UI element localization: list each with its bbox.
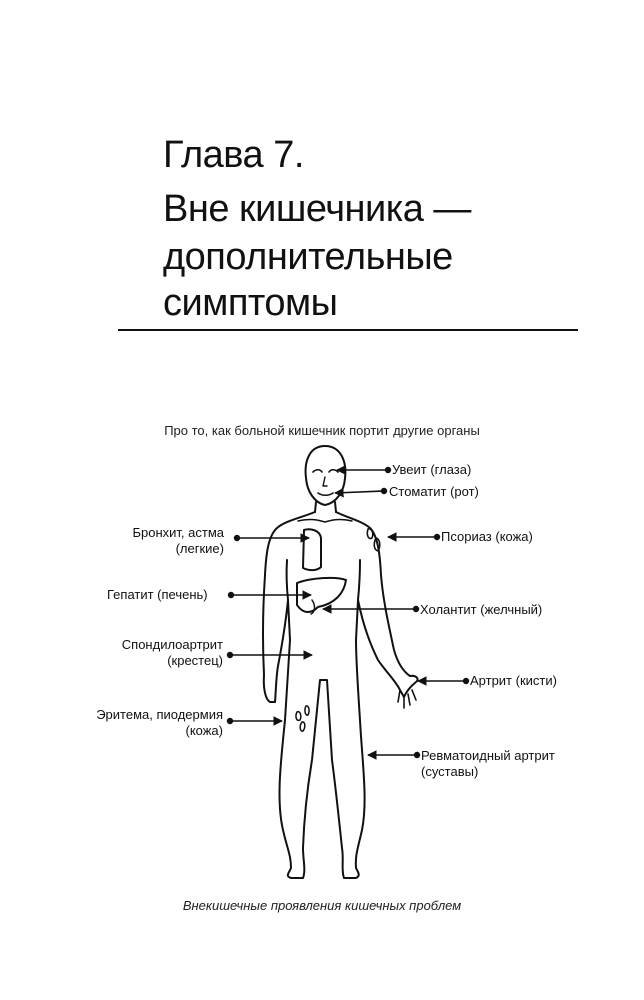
label-arthritis: Артрит (кисти)	[470, 673, 557, 688]
chapter-title-line-3: симптомы	[163, 282, 338, 324]
label-spondylo	[122, 637, 223, 669]
label-bronchitis-line-1: Бронхит, астма	[132, 525, 224, 540]
eyes	[313, 470, 338, 472]
neck	[315, 502, 336, 512]
label-rheum-line-2: (суставы)	[421, 764, 479, 779]
figure-subtitle: Про то, как больной кишечник портит другие органы	[164, 423, 480, 438]
shoulder-skin-patch-1	[367, 529, 372, 539]
chapter-title-line-2: дополнительные	[163, 236, 453, 278]
label-psoriasis: Псориаз (кожа)	[441, 529, 533, 544]
label-hepatitis: Гепатит (печень)	[107, 587, 208, 602]
mouth	[318, 493, 333, 495]
label-erythema-line-2: (кожа)	[185, 723, 223, 738]
label-rheum-line-1: Ревматоидный артрит	[421, 748, 555, 763]
head-outline	[306, 446, 346, 505]
nose	[323, 477, 327, 486]
label-spondylo-line-2: (крестец)	[167, 653, 223, 668]
label-uveitis: Увеит (глаза)	[392, 462, 472, 477]
thigh-skin-patch-1	[296, 712, 301, 721]
figure-caption: Внекишечные проявления кишечных проблем	[182, 898, 462, 913]
label-erythema-line-1: Эритема, пиодермия	[96, 707, 223, 722]
thigh-skin-patch-2	[305, 706, 309, 715]
label-bronchitis-line-2: (легкие)	[175, 541, 224, 556]
label-rheum	[421, 748, 555, 780]
label-stomatitis: Стоматит (рот)	[389, 484, 479, 499]
collarbone	[298, 519, 352, 522]
label-spondylo-line-1: Спондилоартрит	[121, 637, 223, 652]
human-figure-illustration	[263, 446, 418, 878]
chapter-number: Глава 7.	[163, 134, 304, 176]
thigh-skin-patch-3	[300, 722, 305, 731]
inner-arm-right	[358, 560, 360, 600]
chapter-title-line-1: Вне кишечника —	[163, 188, 471, 230]
label-bronchitis	[132, 525, 224, 557]
label-cholangitis: Холантит (желчный)	[420, 602, 543, 617]
label-erythema	[96, 707, 223, 739]
lung-shape	[303, 529, 321, 570]
inner-arm-left	[287, 560, 288, 600]
